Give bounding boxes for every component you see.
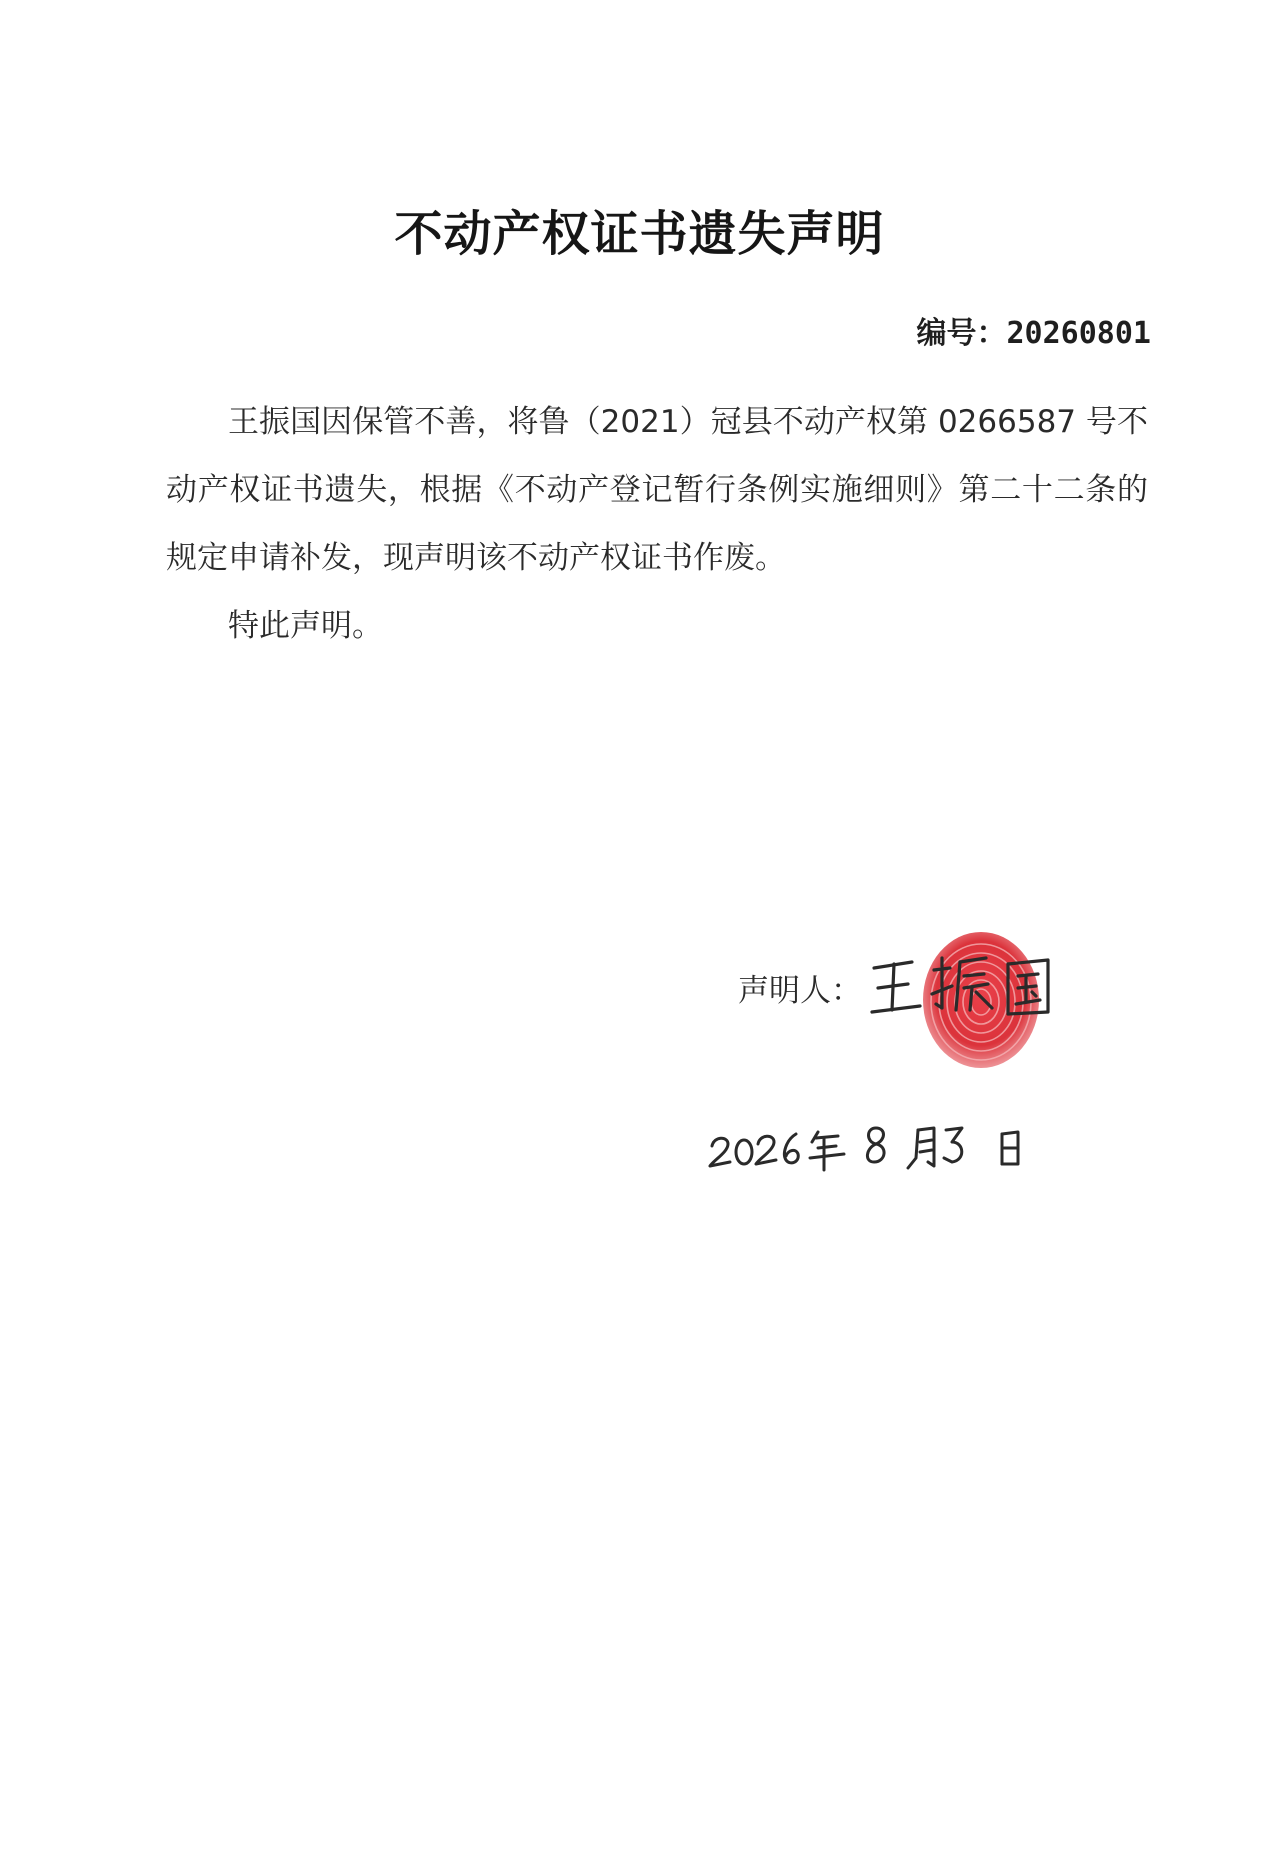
handwritten-date-icon — [700, 1100, 1080, 1180]
document-number-value: 20260801 — [1006, 316, 1151, 351]
document-body — [166, 388, 1148, 660]
signer-label: 声明人： — [738, 973, 862, 1009]
statement-paragraph: 王振国因保管不善，将鲁（2021）冠县不动产权第 0266587 号不动产权证书遗失，根据《不动产登记暂行条例实施细则》第二十二条的规定申请补发，现声明该不动产权证书作废。 — [166, 404, 1148, 576]
document-number-label: 编号： — [916, 316, 1007, 351]
handwritten-signature-icon — [868, 948, 1068, 1028]
document-number — [917, 308, 1152, 352]
closing-paragraph: 特此声明。 — [228, 608, 383, 644]
document-title: 不动产权证书遗失声明 — [394, 206, 885, 262]
